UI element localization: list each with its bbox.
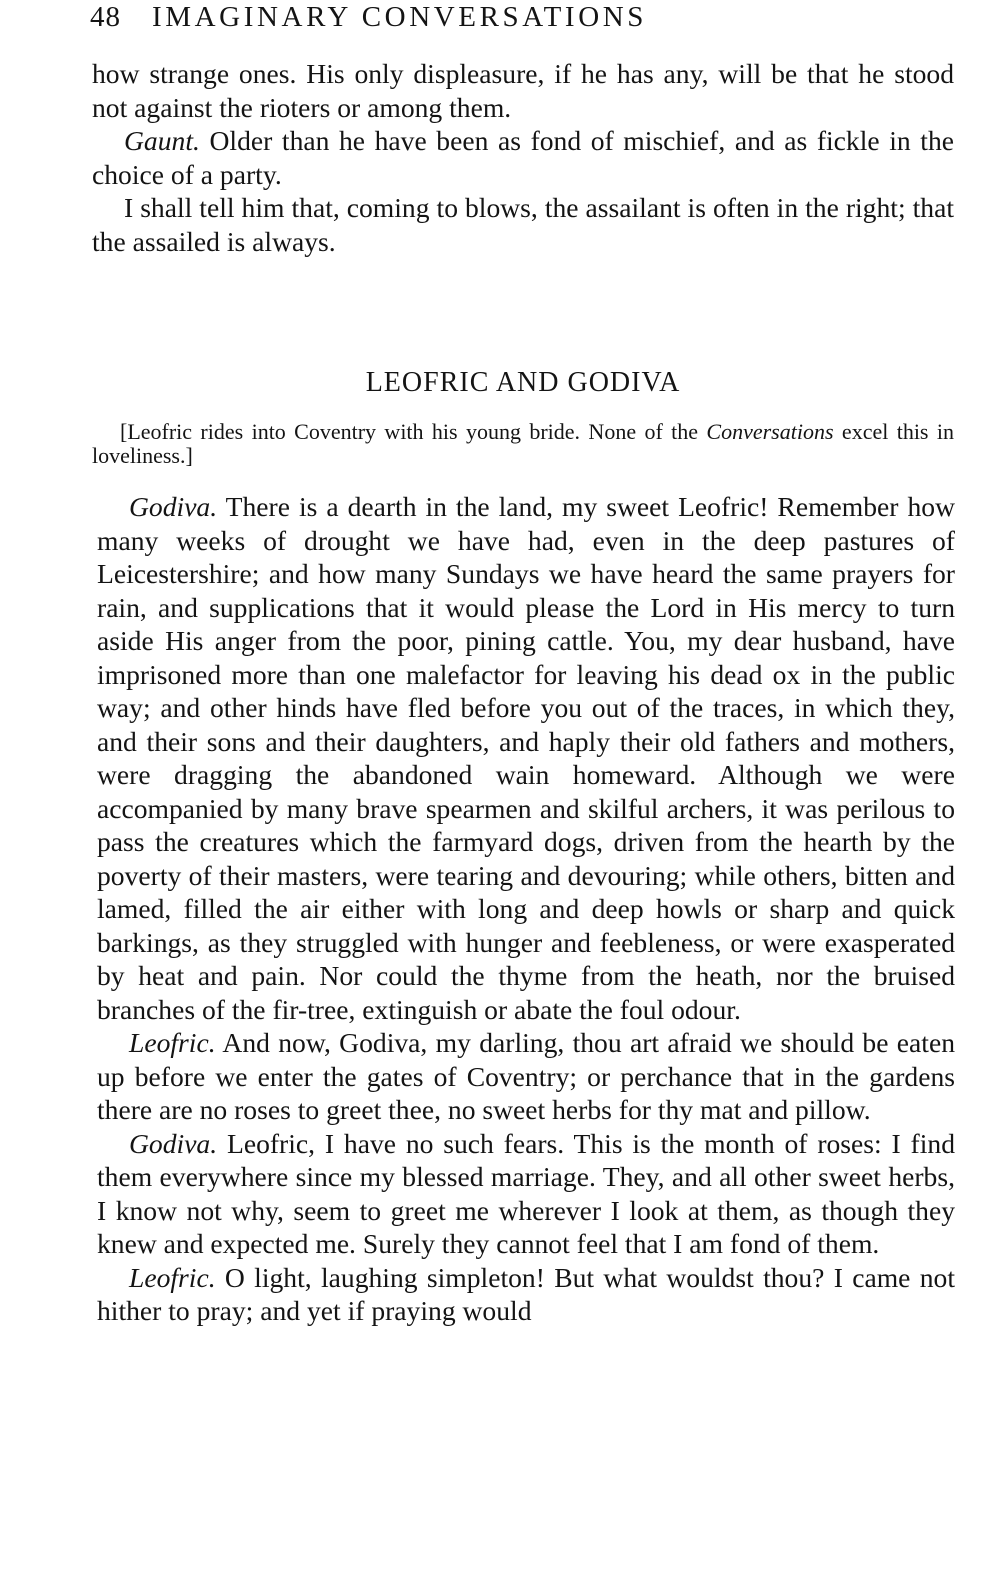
paragraph bbox=[92, 191, 954, 258]
speaker-name: Gaunt. bbox=[124, 125, 200, 156]
dialogue-text: O light, laughing simpleton! But what wouldst thou? I came not hither to pray; and yet if praying would bbox=[97, 1261, 955, 1326]
dialogue-text: Leofric, I have no such fears. This is the month of roses: I find them everywhere since my blessed marriage. They, and all other sweet herbs, I know not why, seem to greet me wherever I look at them, as though they knew and expected me. Surely they cannot feel that I am fond of them. bbox=[97, 1127, 955, 1259]
dialogue-paragraph bbox=[97, 490, 955, 1026]
headnote bbox=[92, 420, 954, 468]
paragraph-text: how strange ones. His only displeasure, if he has any, will be that he stood not against the rioters or among them. bbox=[92, 58, 954, 123]
dialogue-paragraph bbox=[97, 1127, 955, 1261]
speaker-name: Godiva. bbox=[129, 491, 218, 522]
paragraph-text: Older than he have been as fond of mischief, and as fickle in the choice of a party. bbox=[92, 125, 954, 190]
paragraph-text: I shall tell him that, coming to blows, the assailant is often in the right; that the assailed is always. bbox=[92, 192, 954, 257]
headnote-text: excel this in loveliness.] bbox=[92, 419, 954, 468]
running-head bbox=[90, 0, 960, 40]
paragraph bbox=[92, 57, 954, 124]
section-title: LEOFRIC AND GODIVA bbox=[365, 367, 681, 398]
speaker-name: Leofric. bbox=[129, 1027, 216, 1058]
dialogue-paragraph bbox=[97, 1026, 955, 1127]
dialogue-body bbox=[97, 490, 955, 1328]
speaker-name: Godiva. bbox=[129, 1127, 218, 1159]
dialogue-paragraph bbox=[97, 1261, 955, 1328]
dialogue-text: There is a dearth in the land, my sweet Leofric! Remember how many weeks of drought we have had, even in the deep pastures of Leicestershire; and how many Sundays we have heard the same prayers for rain, and supplications that it would please the Lord in His mercy to turn aside His anger from the poor, pining cattle. You, my dear husband, have imprisoned more than one malefactor for leaving his dead ox in the public way; and other hinds have fled before you out of the traces, in which they, and their sons and their daughters, and haply their old fathers and mothers, were dragging the abandoned wain homeward. Although we were accompanied by many brave spearmen and skilful archers, it was perilous to pass the creatures which the farmyard dogs, driven from the hearth by the poverty of their masters, were tearing and devouring; while others, bitten and lamed, filled the air either with long and deep howls or sharp and quick barkings, as they struggled with hunger and feebleness, or were exasperated by heat and pain. Nor could the thyme from the heath, nor the bruised branches of the fir-tree, extinguish or abate the foul odour. bbox=[97, 491, 955, 1025]
previous-conversation-ending bbox=[92, 57, 954, 258]
running-title: IMAGINARY CONVERSATIONS bbox=[152, 1, 648, 33]
page-number: 48 bbox=[90, 1, 121, 33]
headnote-italic: Conversations bbox=[706, 419, 834, 444]
speaker-name: Leofric. bbox=[129, 1261, 216, 1293]
paragraph bbox=[92, 124, 954, 191]
headnote-text: [Leofric rides into Coventry with his young bride. None of the bbox=[120, 419, 707, 444]
dialogue-text: And now, Godiva, my darling, thou art afraid we should be eaten up before we enter the gates of Coventry; or perchance that in the gardens there are no roses to greet thee, no sweet herbs for thy mat and pillow. bbox=[97, 1027, 955, 1125]
